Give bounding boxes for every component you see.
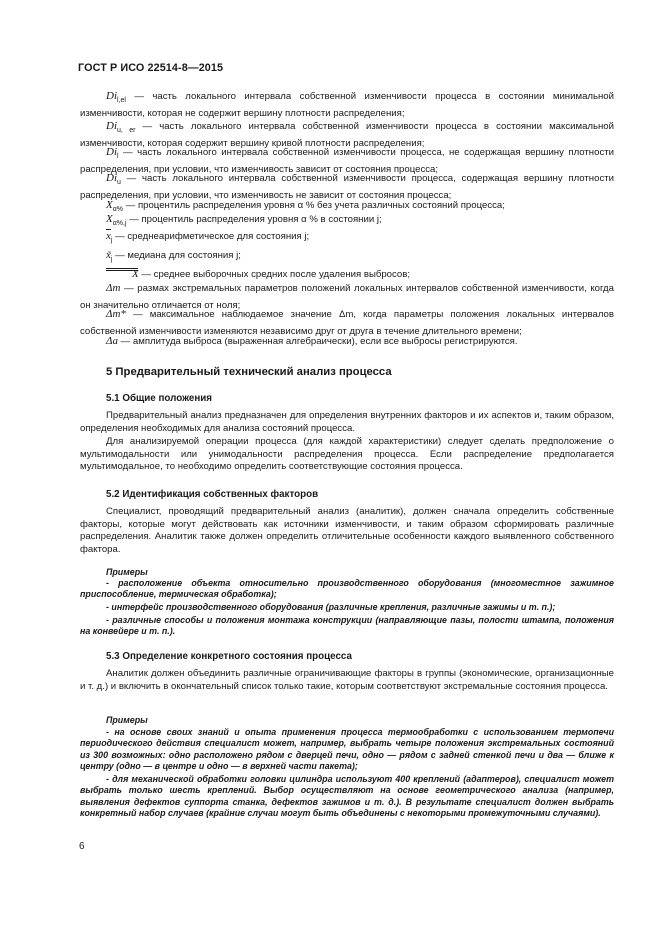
definition-subscript: j — [110, 256, 113, 263]
example-item: - на основе своих знаний и опыта применения процесса термообработки с использованием термопечи периодического действия специалист может, например, выбрать четыре положения экстремальных состояний из 300 возможных: одно расположено рядом с дверцей печи, одно — рядом с задней стенкой печи и два — ближе к центру (одно — в центре и одно — в верхней части пакета); — [80, 727, 614, 772]
definition-subscript: u, er — [117, 127, 136, 134]
definition-symbol: X — [106, 268, 139, 281]
definition-symbol: Δa — [106, 335, 118, 347]
subsection-title-5-1: 5.1 Общие положения — [106, 393, 213, 404]
definition-symbol: Di — [106, 120, 117, 132]
definition-text: — размах экстремальных параметров положений локальных интервалов собственной изменчивости, когда он значительно отличается от ноля; — [80, 283, 614, 311]
definition-text: — часть локального интервала собственной изменчивости процесса в состоянии максимальной изменчивости, которая содержит вершину кривой плотности распределения; — [80, 121, 614, 149]
definition-item — [80, 249, 614, 267]
definition-subscript: l,el — [117, 97, 126, 104]
definition-text: — процентиль распределения уровня α % в состоянии j; — [126, 214, 382, 225]
definition-subscript: α% — [112, 206, 124, 213]
definition-subscript: l — [117, 153, 119, 160]
section-title: 5 Предварительный технический анализ процесса — [106, 366, 392, 378]
definition-item — [80, 308, 614, 338]
definition-text: — часть локального интервала собственной изменчивости процесса в состоянии минимальной изменчивости, которая не содержит вершину плотности распределения; — [80, 91, 614, 119]
paragraph: Аналитик должен объединить различные ограничивающие факторы в группы (экономические, организационные и т. д.) и включить в окончательный список только такие, которым соответствуют экстремальные состояния процесса. — [80, 668, 614, 692]
definition-subscript: j — [110, 237, 113, 244]
definition-symbol: Δm — [106, 282, 121, 294]
definition-text: — среднеарифметическое для состояния j; — [112, 231, 310, 242]
example-item: - различные способы и положения монтажа конструкции (направляющие пазы, полости штампа, положения на конвейере и т. п.). — [80, 615, 614, 637]
example-item: - расположение объекта относительно производственного оборудования (многоместное зажимное приспособление, термическая обработка); — [80, 578, 614, 600]
paragraph: Предварительный анализ предназначен для определения внутренних факторов и их аспектов и, таким образом, определения необходимых для анализа состояний процесса. — [80, 410, 614, 434]
definition-text: — часть локального интервала собственной изменчивости процесса, не содержащая вершину плотности распределения, при условии, что изменчивость зависит от состояния процесса; — [80, 147, 614, 175]
definition-symbol: Di — [106, 172, 117, 184]
definition-item — [80, 90, 614, 120]
definition-text: — максимальное наблюдаемое значение Δm, когда параметры положения локальных интервалов собственной изменчивости изменяются независимо друг от друга в течение длительного времени; — [80, 309, 614, 337]
subsection-title-5-3: 5.3 Определение конкретного состояния процесса — [106, 651, 352, 662]
definition-item — [80, 172, 614, 202]
definition-symbol: Di — [106, 146, 117, 158]
definition-item — [80, 335, 614, 353]
definition-text: — амплитуда выброса (выраженная алгебраически), если все выбросы регистрируются. — [117, 336, 518, 347]
definition-symbol: Δm* — [106, 308, 126, 320]
definition-symbol: $\overline{x}$ — [106, 230, 111, 242]
definition-subscript: u — [117, 179, 121, 186]
definition-symbol: X — [106, 213, 113, 225]
example-item: - для механической обработки головки цилиндра используют 400 креплений (адаптеров), специалист может выбрать только шесть креплений. Выбор осуществляют на основе геометрического анализа (например, выявления дефектов суппорта станка, дефектов зажимов и т. д.). В результате специалист должен выбрать конкретный набор случаев (крайние случаи могут быть объединены с некоторыми промежуточными случаями). — [80, 774, 614, 819]
definition-text: — среднее выборочных средних после удаления выбросов; — [138, 269, 411, 280]
examples-heading: Примеры — [106, 715, 148, 725]
paragraph: Для анализируемой операции процесса (для каждой характеристики) следует сделать предположение о мультимодальности или унимодальности распределения процесса. Если распределение предполагается мультимодальное, то необходимо определить соответствующие состояния процесса. — [80, 436, 614, 473]
definition-symbol: X — [106, 199, 113, 211]
example-item: - интерфейс производственного оборудования (различные крепления, различные зажимы и т. п.); — [106, 602, 556, 612]
examples-heading: Примеры — [106, 567, 148, 577]
definition-text: — часть локального интервала собственной изменчивости процесса, содержащая вершину плотности распределения, при условии, что изменчивость не зависит от состояния процесса; — [80, 173, 614, 201]
page-number: 6 — [79, 841, 85, 852]
definition-symbol: x̃ — [106, 249, 111, 261]
definition-text: — медиана для состояния j; — [112, 250, 241, 261]
paragraph: Специалист, проводящий предварительный анализ (аналитик), должен сначала определить собственные факторы, которые могут действовать как источники изменчивости, и таким образом сформировать различные распределения. Аналитик также должен определить отличительные особенности каждого выявленного собственного фактора. — [80, 506, 614, 555]
definition-text: — процентиль распределения уровня α % без учета различных состояний процесса; — [123, 200, 505, 211]
definition-item — [80, 213, 614, 231]
definition-symbol: Di — [106, 90, 117, 102]
document-header-code: ГОСТ Р ИСО 22514-8—2015 — [78, 62, 224, 74]
definition-subscript: α%,j — [112, 220, 127, 227]
subsection-title-5-2: 5.2 Идентификация собственных факторов — [106, 489, 319, 500]
definition-item — [80, 230, 614, 248]
